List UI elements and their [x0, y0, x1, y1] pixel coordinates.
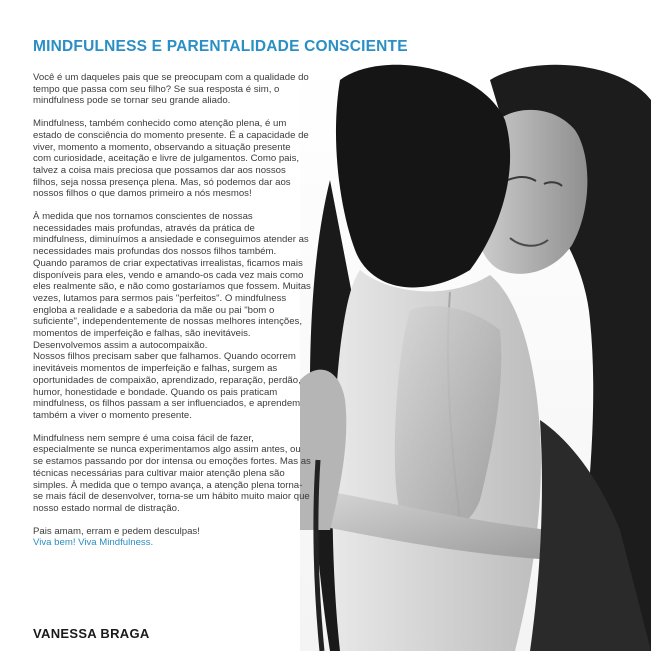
- signoff-highlight: Viva bem! Viva Mindfulness.: [33, 537, 154, 549]
- author-name: VANESSA BRAGA: [33, 626, 150, 641]
- paragraph-intro: Você é um daqueles pais que se preocupam com a qualidade do tempo que passa com seu filho? Se sua resposta é sim, o mindfulness pode se tornar seu grande aliado.: [33, 72, 309, 107]
- paragraph-definition: Mindfulness, também conhecido como atenção plena, é um estado de consciência do momento presente. É a capacidade de viver, momento a momento, observando a situação presente com curiosidade, aceitação e livre de julgamentos. Como pais, talvez a coisa mais preciosa que possamos dar aos nossos filhos, seja nossa presença plena. Mas, só podemos dar aos nossos filhos o que damos primeiro a nós mesmos!: [33, 118, 309, 200]
- paragraph-needs: À medida que nos tornamos conscientes de nossas necessidades mais profundas, através da prática de mindfulness, diminuímos a ansiedade e conseguimos atender as necessidades mais profundas dos nossos filhos também. Quando paramos de criar expectativas irrealistas, ficamos mais disponíveis para eles, vendo e amando-os cada vez mais como eles realmente são, e não como gostaríamos que fossem. Muitas vezes, lutamos para sermos pais "perfeitos". O mindfulness engloba a realidade e a sabedoria da mãe ou pai "bom o suficiente", independentemente de nossas melhores intenções, momentos de imperfeição e falhas, são inevitáveis. Desenvolvemos assim a autocompaixão.: [33, 211, 311, 351]
- article-body: [33, 72, 311, 560]
- signoff: [33, 526, 311, 549]
- paragraph-failures: Nossos filhos precisam saber que falhamos. Quando ocorrem inevitáveis momentos de imperfeição e falhas, surgem as oportunidades de compaixão, aprendizado, reparação, perdão, humor, honestidade e bondade. Quando os pais praticam mindfulness, os filhos passam a ser influenciados, e aprendem também a viver o momento presente.: [33, 351, 301, 421]
- hug-photo: [300, 60, 651, 651]
- signoff-line: Pais amam, erram e pedem desculpas!: [33, 525, 200, 537]
- article-title: MINDFULNESS E PARENTALIDADE CONSCIENTE: [33, 38, 408, 55]
- paragraph-practice: Mindfulness nem sempre é uma coisa fácil de fazer, especialmente se nunca experimentamos algo assim antes, ou se estamos passando por dor intensa ou emoções fortes. Mas as técnicas necessárias para cultivar maior atenção plena são simples. À medida que o tempo avança, a atenção plena torna-se mais fácil de desenvolver, torna-se um hábito muito maior que nosso estado normal de distração.: [33, 432, 311, 514]
